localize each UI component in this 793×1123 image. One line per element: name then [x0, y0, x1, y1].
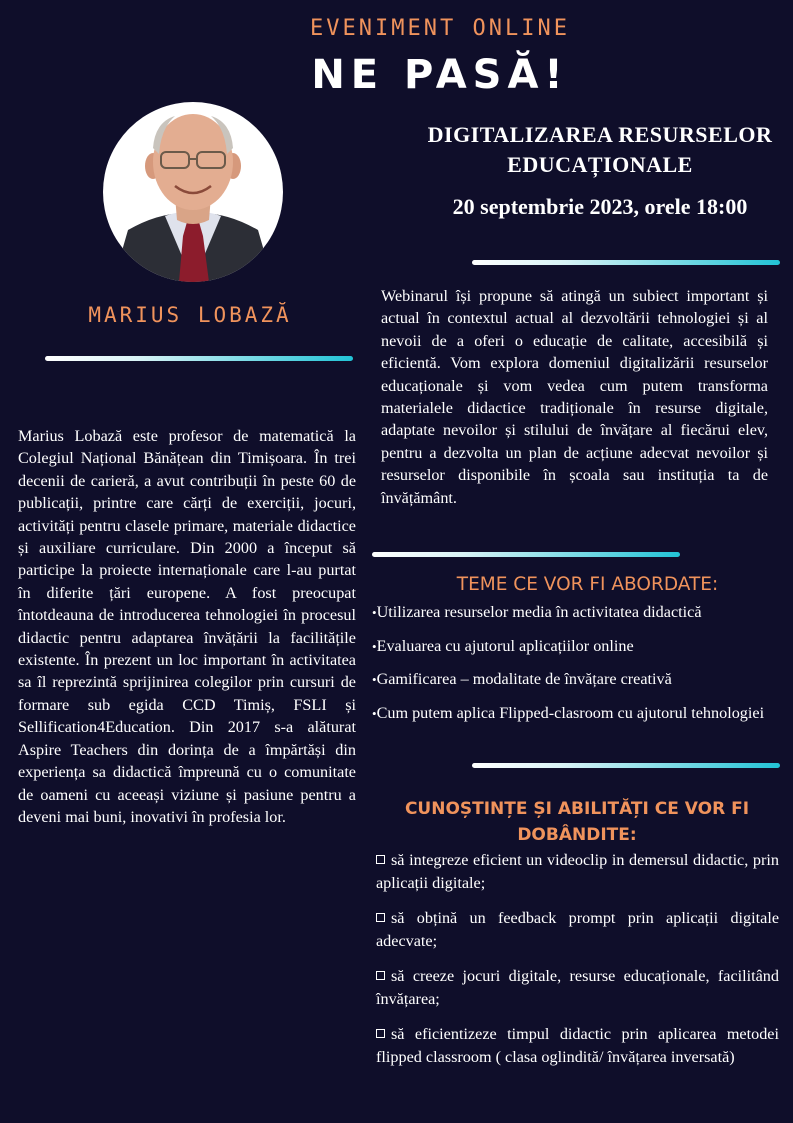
- speaker-portrait: [103, 102, 283, 282]
- event-type-label: EVENIMENT ONLINE: [310, 16, 570, 41]
- skill-item: [376, 907, 779, 953]
- divider-line: [372, 552, 680, 557]
- topic-item: [372, 703, 785, 724]
- topic-text: Gamificarea – modalitate de învățare creativă: [376, 670, 672, 688]
- event-title: NE PASĂ!: [311, 52, 569, 98]
- skill-item: [376, 1023, 779, 1069]
- speaker-name: MARIUS LOBAZĂ: [88, 303, 292, 327]
- bullet-icon: •: [372, 706, 377, 721]
- topic-item: [372, 602, 785, 623]
- topic-text: Utilizarea resurselor media în activitatea didactică: [376, 603, 702, 621]
- topic-text: Evaluarea cu ajutorul aplicațiilor online: [376, 637, 634, 655]
- event-date: 20 septembrie 2023, orele 18:00: [452, 194, 748, 219]
- skill-text: să eficientizeze timpul didactic prin aplicarea metodei flipped classroom ( clasa oglindită/ învățarea inversată): [376, 1025, 779, 1066]
- topic-title: DIGITALIZAREA RESURSELOR EDUCAȚIONALE: [427, 122, 773, 177]
- checkbox-bullet-icon: [376, 971, 385, 980]
- skill-text: să integreze eficient un videoclip in demersul didactic, prin aplicații digitale;: [376, 851, 779, 892]
- topic-item: [372, 669, 785, 690]
- topic-item: [372, 636, 785, 657]
- bullet-icon: •: [372, 605, 377, 620]
- checkbox-bullet-icon: [376, 1029, 385, 1038]
- skill-item: [376, 965, 779, 1011]
- skills-heading: CUNOȘTINȚE ȘI ABILITĂȚI CE VOR FI DOBÂNDITE:: [404, 799, 750, 845]
- checkbox-bullet-icon: [376, 855, 385, 864]
- topic-text: Cum putem aplica Flipped-clasroom cu ajutorul tehnologiei: [376, 704, 765, 722]
- checkbox-bullet-icon: [376, 913, 385, 922]
- webinar-description: Webinarul își propune să atingă un subiect important și actual în contextul actual al dezvoltării tehnologiei și al nevoii de a oferi o educație de calitate, accesibilă și eficientă. Vom explora domeniul digitalizării resurselor educaționale și vom vedea cum putem transforma materialele didactice tradiționale în resurse digitale, adaptate nevoilor și stilului de învățare al fiecărui elev, pentru a dezvolta un plan de acțiune adecvat nevoilor și resurselor disponibile în școala sau instituția ta de învățământ.: [381, 287, 768, 507]
- divider-line: [45, 356, 353, 361]
- skill-text: să creeze jocuri digitale, resurse educaționale, facilitând învățarea;: [376, 967, 779, 1008]
- divider-line: [472, 260, 780, 265]
- speaker-photo-illustration: [103, 102, 283, 282]
- skill-item: [376, 849, 779, 895]
- topics-heading: TEME CE VOR FI ABORDATE:: [456, 574, 719, 595]
- divider-line: [472, 763, 780, 768]
- speaker-bio: Marius Lobază este profesor de matematică la Colegiul Național Bănățean din Timișoara. În trei decenii de carieră, a avut contribuții în peste 60 de publicații, printre care cărți de exerciții, jocuri, activități pentru clasele primare, materiale didactice și auxiliare curriculare. Din 2000 a început să participe la proiecte internaționale care l-au purtat în diferite țări europene. A fost preocupat întotdeauna de introducerea tehnologiei în procesul didactic pentru adaptarea învățării la facilitățile existente. În prezent un loc important în activitatea sa îl reprezintă sprijinirea colegilor prin cursuri de formare sub egida CCD Timiș, FSLI și Sellification4Education. Din 2017 s-a alăturat Aspire Teachers din dorința de a împărtăși din experiența sa didactică împreună cu o comunitate de oameni cu aceeași viziune și pasiune pentru a deveni mai buni, inovativi în profesia lor.: [18, 427, 356, 826]
- skill-text: să obțină un feedback prompt prin aplicații digitale adecvate;: [376, 909, 779, 950]
- bullet-icon: •: [372, 672, 377, 687]
- bullet-icon: •: [372, 639, 377, 654]
